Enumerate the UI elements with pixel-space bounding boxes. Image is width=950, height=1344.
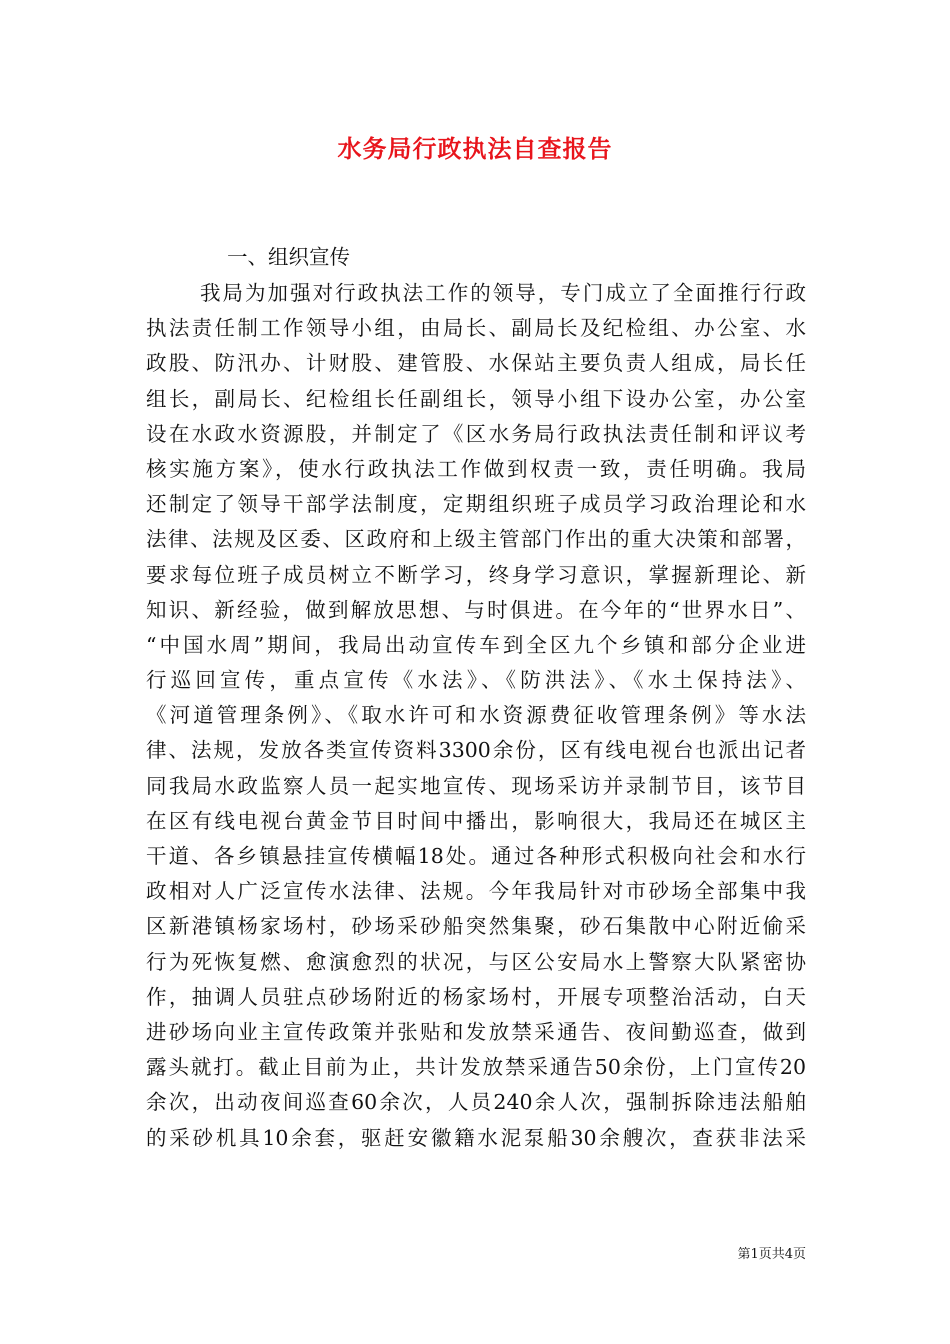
body-line-text: “中国水周”期间，我局出动宣传车到全区九个乡镇和部分企业进 <box>146 632 806 657</box>
body-line <box>146 804 806 839</box>
body-line <box>146 1085 806 1120</box>
page-number: 第1页共4页 <box>737 1247 806 1262</box>
body-line <box>146 980 806 1015</box>
body-line-text: 在区有线电视台黄金节目时间中播出，影响很大，我局还在城区主 <box>146 808 806 833</box>
body-line-text: 进砂场向业主宣传政策并张贴和发放禁采通告、夜间勤巡查，做到 <box>146 1019 806 1044</box>
body-line <box>146 769 806 804</box>
body-line <box>146 311 806 346</box>
body-line <box>146 839 806 874</box>
body-line-text: 干道、各乡镇悬挂宣传横幅18处。通过各种形式积极向社会和水行 <box>146 844 806 868</box>
body-line-text: 作，抽调人员驻点砂场附近的杨家场村，开展专项整治活动，白天 <box>146 984 806 1009</box>
section-heading: 一、组织宣传 <box>227 245 350 269</box>
body-line-text: 政相对人广泛宣传水法律、法规。今年我局针对市砂场全部集中我 <box>146 879 806 904</box>
body-line-text: 我局为加强对行政执法工作的领导，专门成立了全面推行行政 <box>200 281 806 305</box>
body-line <box>146 276 806 311</box>
body-line <box>146 909 806 944</box>
body-line-text: 区新港镇杨家场村，砂场采砂船突然集聚，砂石集散中心附近偷采 <box>146 914 806 939</box>
body-line <box>146 733 806 768</box>
body-line <box>146 522 806 557</box>
body-line-text: 的采砂机具10余套，驱赶安徽籍水泥泵船30余艘次，查获非法采 <box>146 1125 806 1150</box>
body-line <box>146 452 806 487</box>
body-line <box>146 1050 806 1085</box>
body-line <box>146 698 806 733</box>
body-line-text: 法律、法规及区委、区政府和上级主管部门作出的重大决策和部署， <box>146 527 806 552</box>
body-line-text: 还制定了领导干部学法制度，定期组织班子成员学习政治理论和水 <box>146 492 806 517</box>
body-line <box>146 417 806 452</box>
body-line <box>146 346 806 381</box>
body-line <box>146 628 806 663</box>
body-line <box>146 487 806 522</box>
body-line <box>146 593 806 628</box>
body-line-text: 知识、新经验，做到解放思想、与时俱进。在今年的“世界水日”、 <box>146 597 806 622</box>
document-title: 水务局行政执法自查报告 <box>337 134 613 163</box>
body-text <box>146 276 806 1156</box>
body-line-text: 同我局水政监察人员一起实地宣传、现场采访并录制节目，该节目 <box>146 773 806 798</box>
body-line-text: 政股、防汛办、计财股、建管股、水保站主要负责人组成，局长任 <box>146 351 806 376</box>
body-line <box>146 1121 806 1156</box>
body-line-text: 《河道管理条例》、《取水许可和水资源费征收管理条例》等水法 <box>146 703 806 728</box>
body-line-text: 行巡回宣传，重点宣传《水法》、《防洪法》、《水土保持法》、 <box>146 668 806 693</box>
body-line-text: 执法责任制工作领导小组，由局长、副局长及纪检组、办公室、水 <box>146 316 806 341</box>
body-line-text: 要求每位班子成员树立不断学习，终身学习意识，掌握新理论、新 <box>146 562 806 587</box>
body-line <box>146 1015 806 1050</box>
body-line-text: 余次，出动夜间巡查60余次，人员240余人次，强制拆除违法船舶 <box>146 1090 806 1115</box>
body-line-text: 露头就打。截止目前为止，共计发放禁采通告50余份，上门宣传20 <box>146 1055 806 1080</box>
body-line-text: 行为死恢复燃、愈演愈烈的状况，与区公安局水上警察大队紧密协 <box>146 949 806 974</box>
body-line-text: 律、法规，发放各类宣传资料3300余份，区有线电视台也派出记者 <box>146 738 806 763</box>
body-line-text: 设在水政水资源股，并制定了《区水务局行政执法责任制和评议考 <box>146 421 806 446</box>
body-line <box>146 945 806 980</box>
body-line-text: 组长，副局长、纪检组长任副组长，领导小组下设办公室，办公室 <box>146 386 806 411</box>
body-line <box>146 382 806 417</box>
body-line <box>146 558 806 593</box>
body-line-text: 核实施方案》，使水行政执法工作做到权责一致，责任明确。我局 <box>146 456 806 481</box>
body-line <box>146 874 806 909</box>
body-line <box>146 663 806 698</box>
